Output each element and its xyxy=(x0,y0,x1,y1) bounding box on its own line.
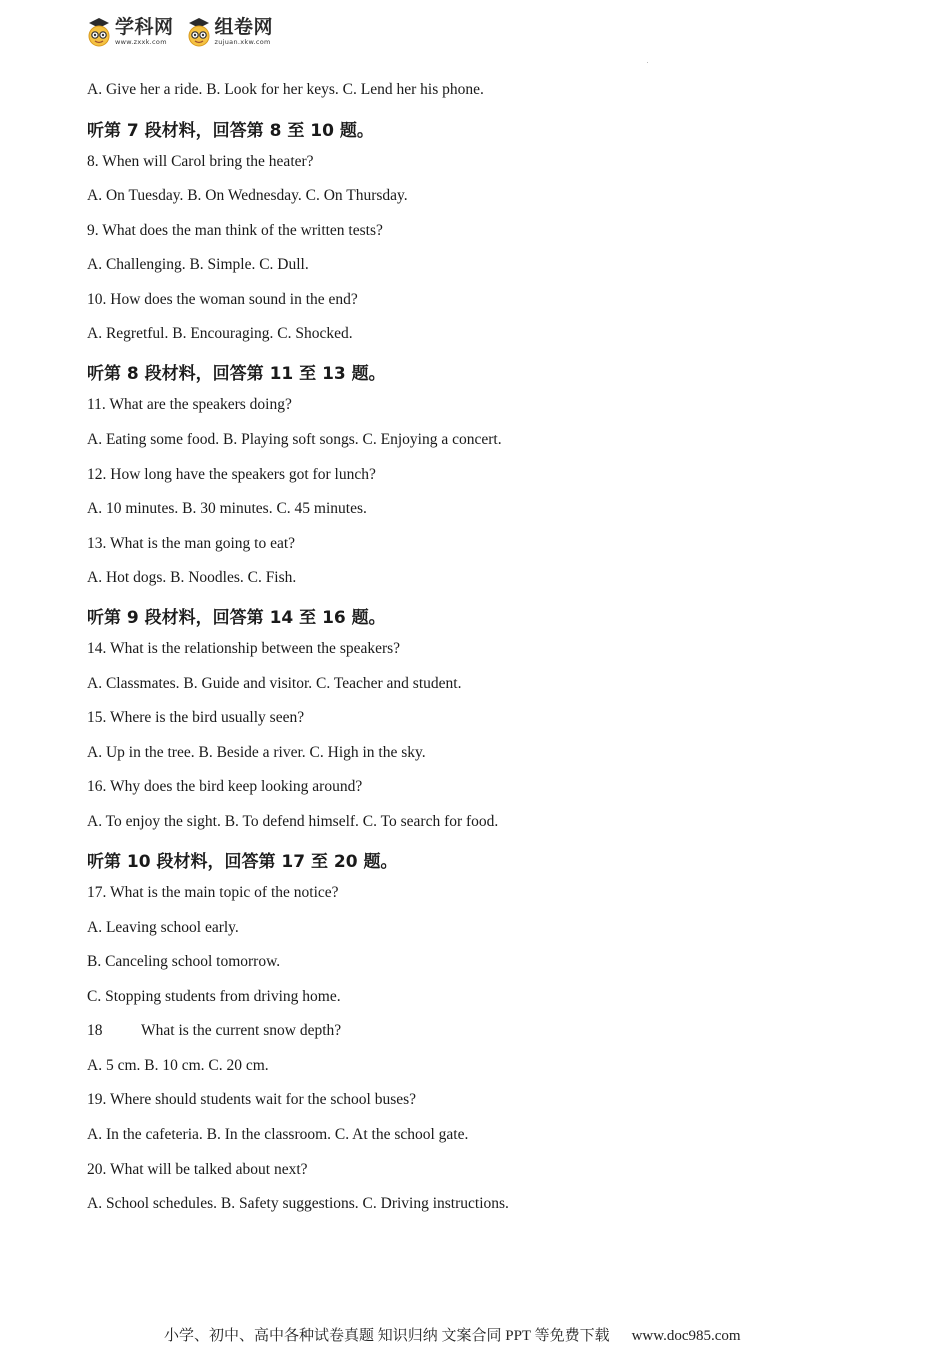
mascot-icon xyxy=(86,17,112,47)
logo-url: zujuan.xkw.com xyxy=(214,38,271,47)
question-number: 18 xyxy=(87,1022,103,1039)
section-heading: 听第 8 段材料，回答第 11 至 13 题。 xyxy=(87,364,386,384)
question-13: 13. What is the man going to eat? xyxy=(87,535,296,552)
zujuanwang-logo[interactable] xyxy=(186,17,274,47)
option-17b: B. Canceling school tomorrow. xyxy=(87,953,281,970)
question-16: 16. Why does the bird keep looking around? xyxy=(87,778,363,795)
options-14: A. Classmates. B. Guide and visitor. C. Teacher and student. xyxy=(87,675,462,692)
option-17a: A. Leaving school early. xyxy=(87,919,239,936)
section-heading: 听第 7 段材料，回答第 8 至 10 题。 xyxy=(87,121,374,141)
question-17: 17. What is the main topic of the notice? xyxy=(87,884,339,901)
answer-options-line: A. Give her a ride. B. Look for her keys. C. Lend her his phone. xyxy=(87,81,484,98)
question-10: 10. How does the woman sound in the end? xyxy=(87,291,358,308)
question-18 xyxy=(87,1022,341,1040)
question-14: 14. What is the relationship between the speakers? xyxy=(87,640,401,657)
question-12: 12. How long have the speakers got for lunch? xyxy=(87,466,376,483)
options-9: A. Challenging. B. Simple. C. Dull. xyxy=(87,256,309,273)
options-19: A. In the cafeteria. B. In the classroom. C. At the school gate. xyxy=(87,1126,469,1143)
question-text: What is the current snow depth? xyxy=(141,1022,342,1039)
question-15: 15. Where is the bird usually seen? xyxy=(87,709,305,726)
section-heading: 听第 10 段材料，回答第 17 至 20 题。 xyxy=(87,852,398,872)
stray-dot xyxy=(647,62,648,63)
page-footer xyxy=(164,1324,741,1345)
options-18: A. 5 cm. B. 10 cm. C. 20 cm. xyxy=(87,1057,269,1074)
logo-name: 学科网 xyxy=(115,16,174,39)
logo-url: www.zxxk.com xyxy=(115,38,167,47)
question-19: 19. Where should students wait for the school buses? xyxy=(87,1091,417,1108)
option-17c: C. Stopping students from driving home. xyxy=(87,988,341,1005)
page-header xyxy=(86,14,273,50)
options-11: A. Eating some food. B. Playing soft songs. C. Enjoying a concert. xyxy=(87,431,502,448)
question-11: 11. What are the speakers doing? xyxy=(87,396,292,413)
footer-text: 小学、初中、高中各种试卷真题 知识归纳 文案合同 PPT 等免费下载 xyxy=(164,1328,610,1344)
options-16: A. To enjoy the sight. B. To defend himself. C. To search for food. xyxy=(87,813,499,830)
question-8: 8. When will Carol bring the heater? xyxy=(87,153,314,170)
logo-name: 组卷网 xyxy=(214,16,274,39)
options-13: A. Hot dogs. B. Noodles. C. Fish. xyxy=(87,569,297,586)
footer-link[interactable]: www.doc985.com xyxy=(631,1328,741,1344)
options-12: A. 10 minutes. B. 30 minutes. C. 45 minutes. xyxy=(87,500,367,517)
mascot-icon xyxy=(186,17,212,47)
options-10: A. Regretful. B. Encouraging. C. Shocked. xyxy=(87,325,353,342)
section-heading: 听第 9 段材料，回答第 14 至 16 题。 xyxy=(87,608,386,628)
question-20: 20. What will be talked about next? xyxy=(87,1161,308,1178)
options-20: A. School schedules. B. Safety suggestions. C. Driving instructions. xyxy=(87,1195,509,1212)
xuekewang-logo[interactable] xyxy=(86,17,174,47)
question-9: 9. What does the man think of the written tests? xyxy=(87,222,383,239)
options-8: A. On Tuesday. B. On Wednesday. C. On Thursday. xyxy=(87,187,408,204)
options-15: A. Up in the tree. B. Beside a river. C. High in the sky. xyxy=(87,744,426,761)
